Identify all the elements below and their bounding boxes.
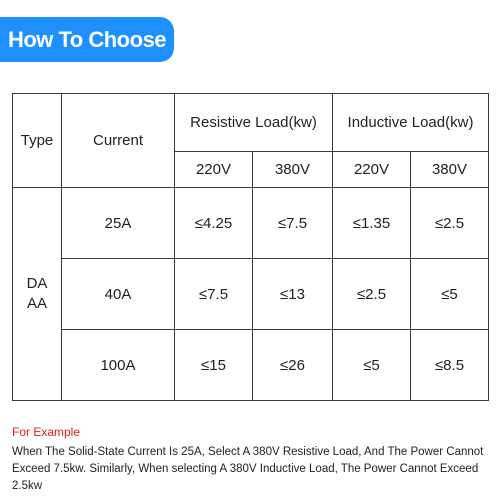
example-text: When The Solid-State Current Is 25A, Select A 380V Resistive Load, And The Power Cannot Exceed 7.5kw. Similarly, When selecting A 380V Inductive Load, The Power Cannot Exceed 2.5kw <box>12 446 484 492</box>
value-cell: ≤2.5 <box>411 188 489 259</box>
value-cell: ≤1.35 <box>333 188 411 259</box>
value-cell: ≤15 <box>175 330 253 401</box>
example-title: For Example <box>12 425 81 439</box>
value-cell: ≤26 <box>253 330 333 401</box>
table-row <box>13 330 489 401</box>
value-cell: ≤5 <box>333 330 411 401</box>
type-line-2: AA <box>26 295 47 312</box>
current-cell: 25A <box>62 188 175 259</box>
table-row <box>13 259 489 330</box>
value-cell: ≤4.25 <box>175 188 253 259</box>
value-cell: ≤2.5 <box>333 259 411 330</box>
table-row <box>13 188 489 259</box>
value-cell: ≤7.5 <box>253 188 333 259</box>
value-cell: ≤13 <box>253 259 333 330</box>
header-inductive-load: Inductive Load(kw) <box>333 94 489 152</box>
table-header-row <box>13 94 489 152</box>
header-resistive-load: Resistive Load(kw) <box>175 94 333 152</box>
current-cell: 100A <box>62 330 175 401</box>
value-cell: ≤5 <box>411 259 489 330</box>
banner-title: How To Choose <box>7 26 167 52</box>
type-cell <box>13 188 62 401</box>
header-current: Current <box>62 94 175 188</box>
header-resistive-220v: 220V <box>175 152 253 188</box>
header-resistive-380v: 380V <box>253 152 333 188</box>
value-cell: ≤7.5 <box>175 259 253 330</box>
type-line-1: DA <box>26 275 48 292</box>
how-to-choose-banner <box>0 17 174 62</box>
header-inductive-220v: 220V <box>333 152 411 188</box>
load-selection-table <box>12 93 489 401</box>
header-type: Type <box>13 94 62 188</box>
current-cell: 40A <box>62 259 175 330</box>
header-inductive-380v: 380V <box>411 152 489 188</box>
value-cell: ≤8.5 <box>411 330 489 401</box>
